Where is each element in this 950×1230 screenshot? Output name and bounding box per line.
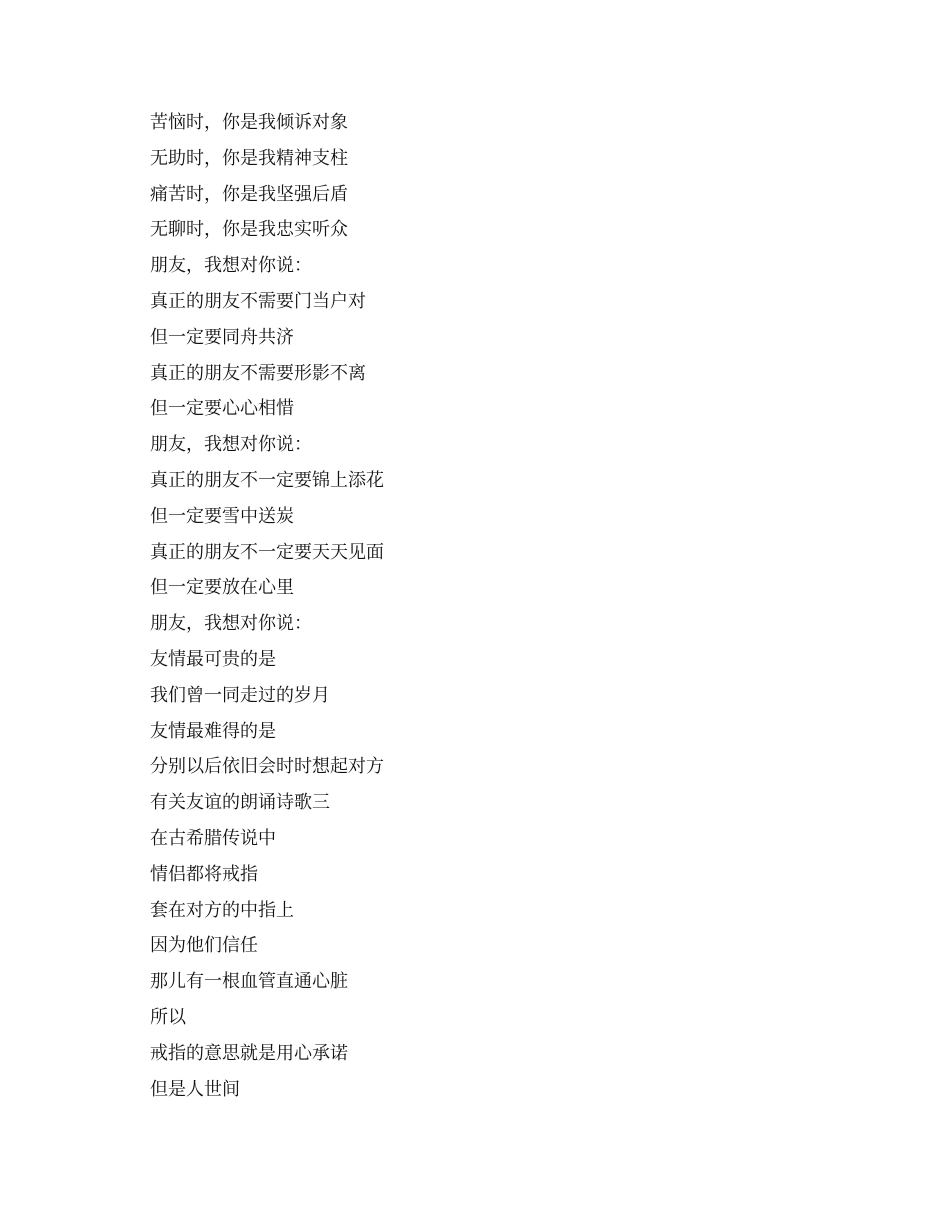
poem-line: 朋友，我想对你说： xyxy=(150,255,312,277)
poem-line: 情侣都将戒指 xyxy=(150,863,258,885)
poem-line: 真正的朋友不一定要天天见面 xyxy=(150,541,384,563)
poem-line: 但是人世间 xyxy=(150,1078,240,1100)
poem-line: 无助时，你是我精神支柱 xyxy=(150,147,348,169)
poem-line: 有关友谊的朗诵诗歌三 xyxy=(150,792,330,814)
poem-line: 友情最难得的是 xyxy=(150,720,276,742)
poem-line: 但一定要同舟共济 xyxy=(150,326,294,348)
poem-line: 因为他们信任 xyxy=(150,935,258,957)
poem-line: 那儿有一根血管直通心脏 xyxy=(150,971,348,993)
poem-line: 苦恼时，你是我倾诉对象 xyxy=(150,112,348,133)
poem-line: 戒指的意思就是用心承诺 xyxy=(150,1042,348,1064)
poem-line: 我们曾一同走过的岁月 xyxy=(150,684,330,706)
poem-line: 朋友，我想对你说： xyxy=(150,434,312,456)
poem-text xyxy=(150,105,384,1107)
poem-line: 无聊时，你是我忠实听众 xyxy=(150,219,348,241)
poem-line: 朋友，我想对你说： xyxy=(150,613,312,635)
poem-line: 但一定要放在心里 xyxy=(150,577,294,599)
poem-line: 但一定要雪中送炭 xyxy=(150,505,294,527)
poem-line: 在古希腊传说中 xyxy=(150,827,276,849)
poem-line: 所以 xyxy=(150,1006,186,1028)
poem-line: 真正的朋友不需要门当户对 xyxy=(150,290,366,312)
poem-line: 套在对方的中指上 xyxy=(150,899,294,921)
poem-line: 友情最可贵的是 xyxy=(150,648,276,670)
poem-line: 但一定要心心相惜 xyxy=(150,398,294,420)
poem-line: 分别以后依旧会时时想起对方 xyxy=(150,756,384,778)
poem-line: 真正的朋友不一定要锦上添花 xyxy=(150,469,384,491)
poem-line: 痛苦时，你是我坚强后盾 xyxy=(150,183,348,205)
poem-line: 真正的朋友不需要形影不离 xyxy=(150,362,366,384)
